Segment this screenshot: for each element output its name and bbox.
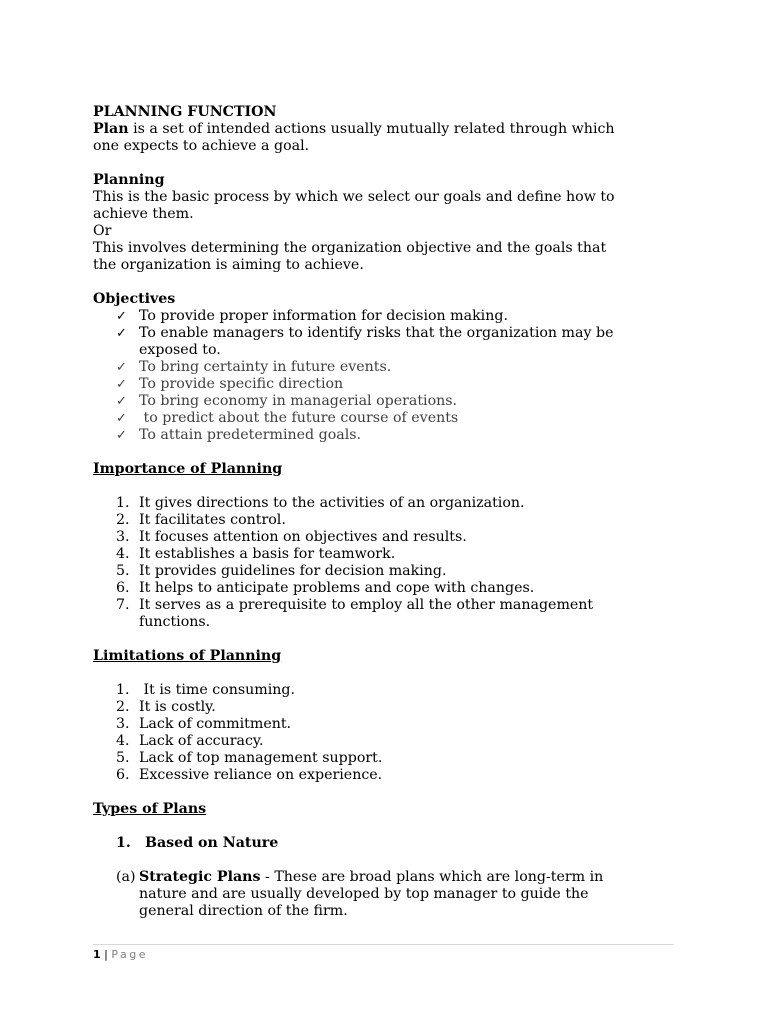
objectives-heading: Objectives [93, 291, 176, 307]
importance-heading: Importance of Planning [93, 461, 283, 477]
checkmark-icon: ✓ [116, 394, 127, 409]
plan-definition [93, 121, 674, 138]
list-item: 4. Lack of accuracy. [116, 733, 264, 749]
plan-def-line1: is a set of intended actions usually mutually related through which [133, 121, 615, 137]
limitations-list [93, 682, 674, 784]
list-item: 4. It establishes a basis for teamwork. [116, 546, 396, 562]
checkmark-icon: ✓ [116, 428, 127, 443]
list-item: 5. It provides guidelines for decision making. [116, 563, 447, 579]
list-item: 2. It is costly. [116, 699, 216, 715]
document-body [93, 104, 674, 920]
list-item: 3. Lack of commitment. [116, 716, 292, 732]
objectives-list [93, 308, 674, 444]
checkmark-icon: ✓ [116, 326, 127, 341]
checkmark-icon: ✓ [116, 309, 127, 324]
planning-line1: This is the basic process by which we select our goals and define how to [93, 189, 615, 205]
list-item: 1. It is time consuming. [116, 682, 296, 698]
list-item: ✓ To attain predetermined goals. [116, 427, 362, 443]
list-item: ✓ To provide proper information for decision making. [116, 308, 508, 324]
limitations-heading: Limitations of Planning [93, 648, 282, 664]
strategic-plans-item: (a) Strategic Plans - These are broad plans which are long-term in nature and are usually developed by top manager to guide the general direction of the firm. [116, 869, 604, 919]
planning-line2: achieve them. [93, 206, 194, 222]
importance-list [93, 495, 674, 631]
plan-def-line2: one expects to achieve a goal. [93, 138, 310, 154]
list-item: 7. It serves as a prerequisite to employ all the other management functions. [116, 597, 594, 630]
list-item: 6. Excessive reliance on experience. [116, 767, 383, 783]
list-item: 6. It helps to anticipate problems and cope with changes. [116, 580, 535, 596]
checkmark-icon: ✓ [116, 377, 127, 392]
footer-divider [93, 944, 674, 945]
footer-separator: | [104, 948, 108, 961]
list-item: ✓ to predict about the future course of events [116, 410, 459, 426]
planning-line4: the organization is aiming to achieve. [93, 257, 364, 273]
strategic-plans-term: Strategic Plans [139, 869, 261, 885]
document-title: PLANNING FUNCTION [93, 104, 277, 120]
page-label: Page [111, 948, 149, 961]
plan-term: Plan [93, 121, 129, 137]
types-subheading: 1. Based on Nature [116, 835, 279, 851]
checkmark-icon: ✓ [116, 360, 127, 375]
planning-line3: This involves determining the organization objective and the goals that [93, 240, 607, 256]
planning-or: Or [93, 223, 112, 239]
list-item: 5. Lack of top management support. [116, 750, 383, 766]
list-item: ✓ To bring economy in managerial operations. [116, 393, 458, 409]
list-item: ✓ To provide specific direction [116, 376, 344, 392]
page-footer [93, 948, 148, 962]
list-item: 3. It focuses attention on objectives and results. [116, 529, 467, 545]
types-heading: Types of Plans [93, 801, 207, 817]
page-number: 1 [93, 948, 101, 961]
list-item: 1. It gives directions to the activities of an organization. [116, 495, 525, 511]
list-item: ✓ To enable managers to identify risks that the organization may be exposed to. [116, 325, 614, 358]
list-item: ✓ To bring certainty in future events. [116, 359, 392, 375]
list-item: 2. It facilitates control. [116, 512, 286, 528]
checkmark-icon: ✓ [116, 411, 127, 426]
planning-heading: Planning [93, 172, 165, 188]
